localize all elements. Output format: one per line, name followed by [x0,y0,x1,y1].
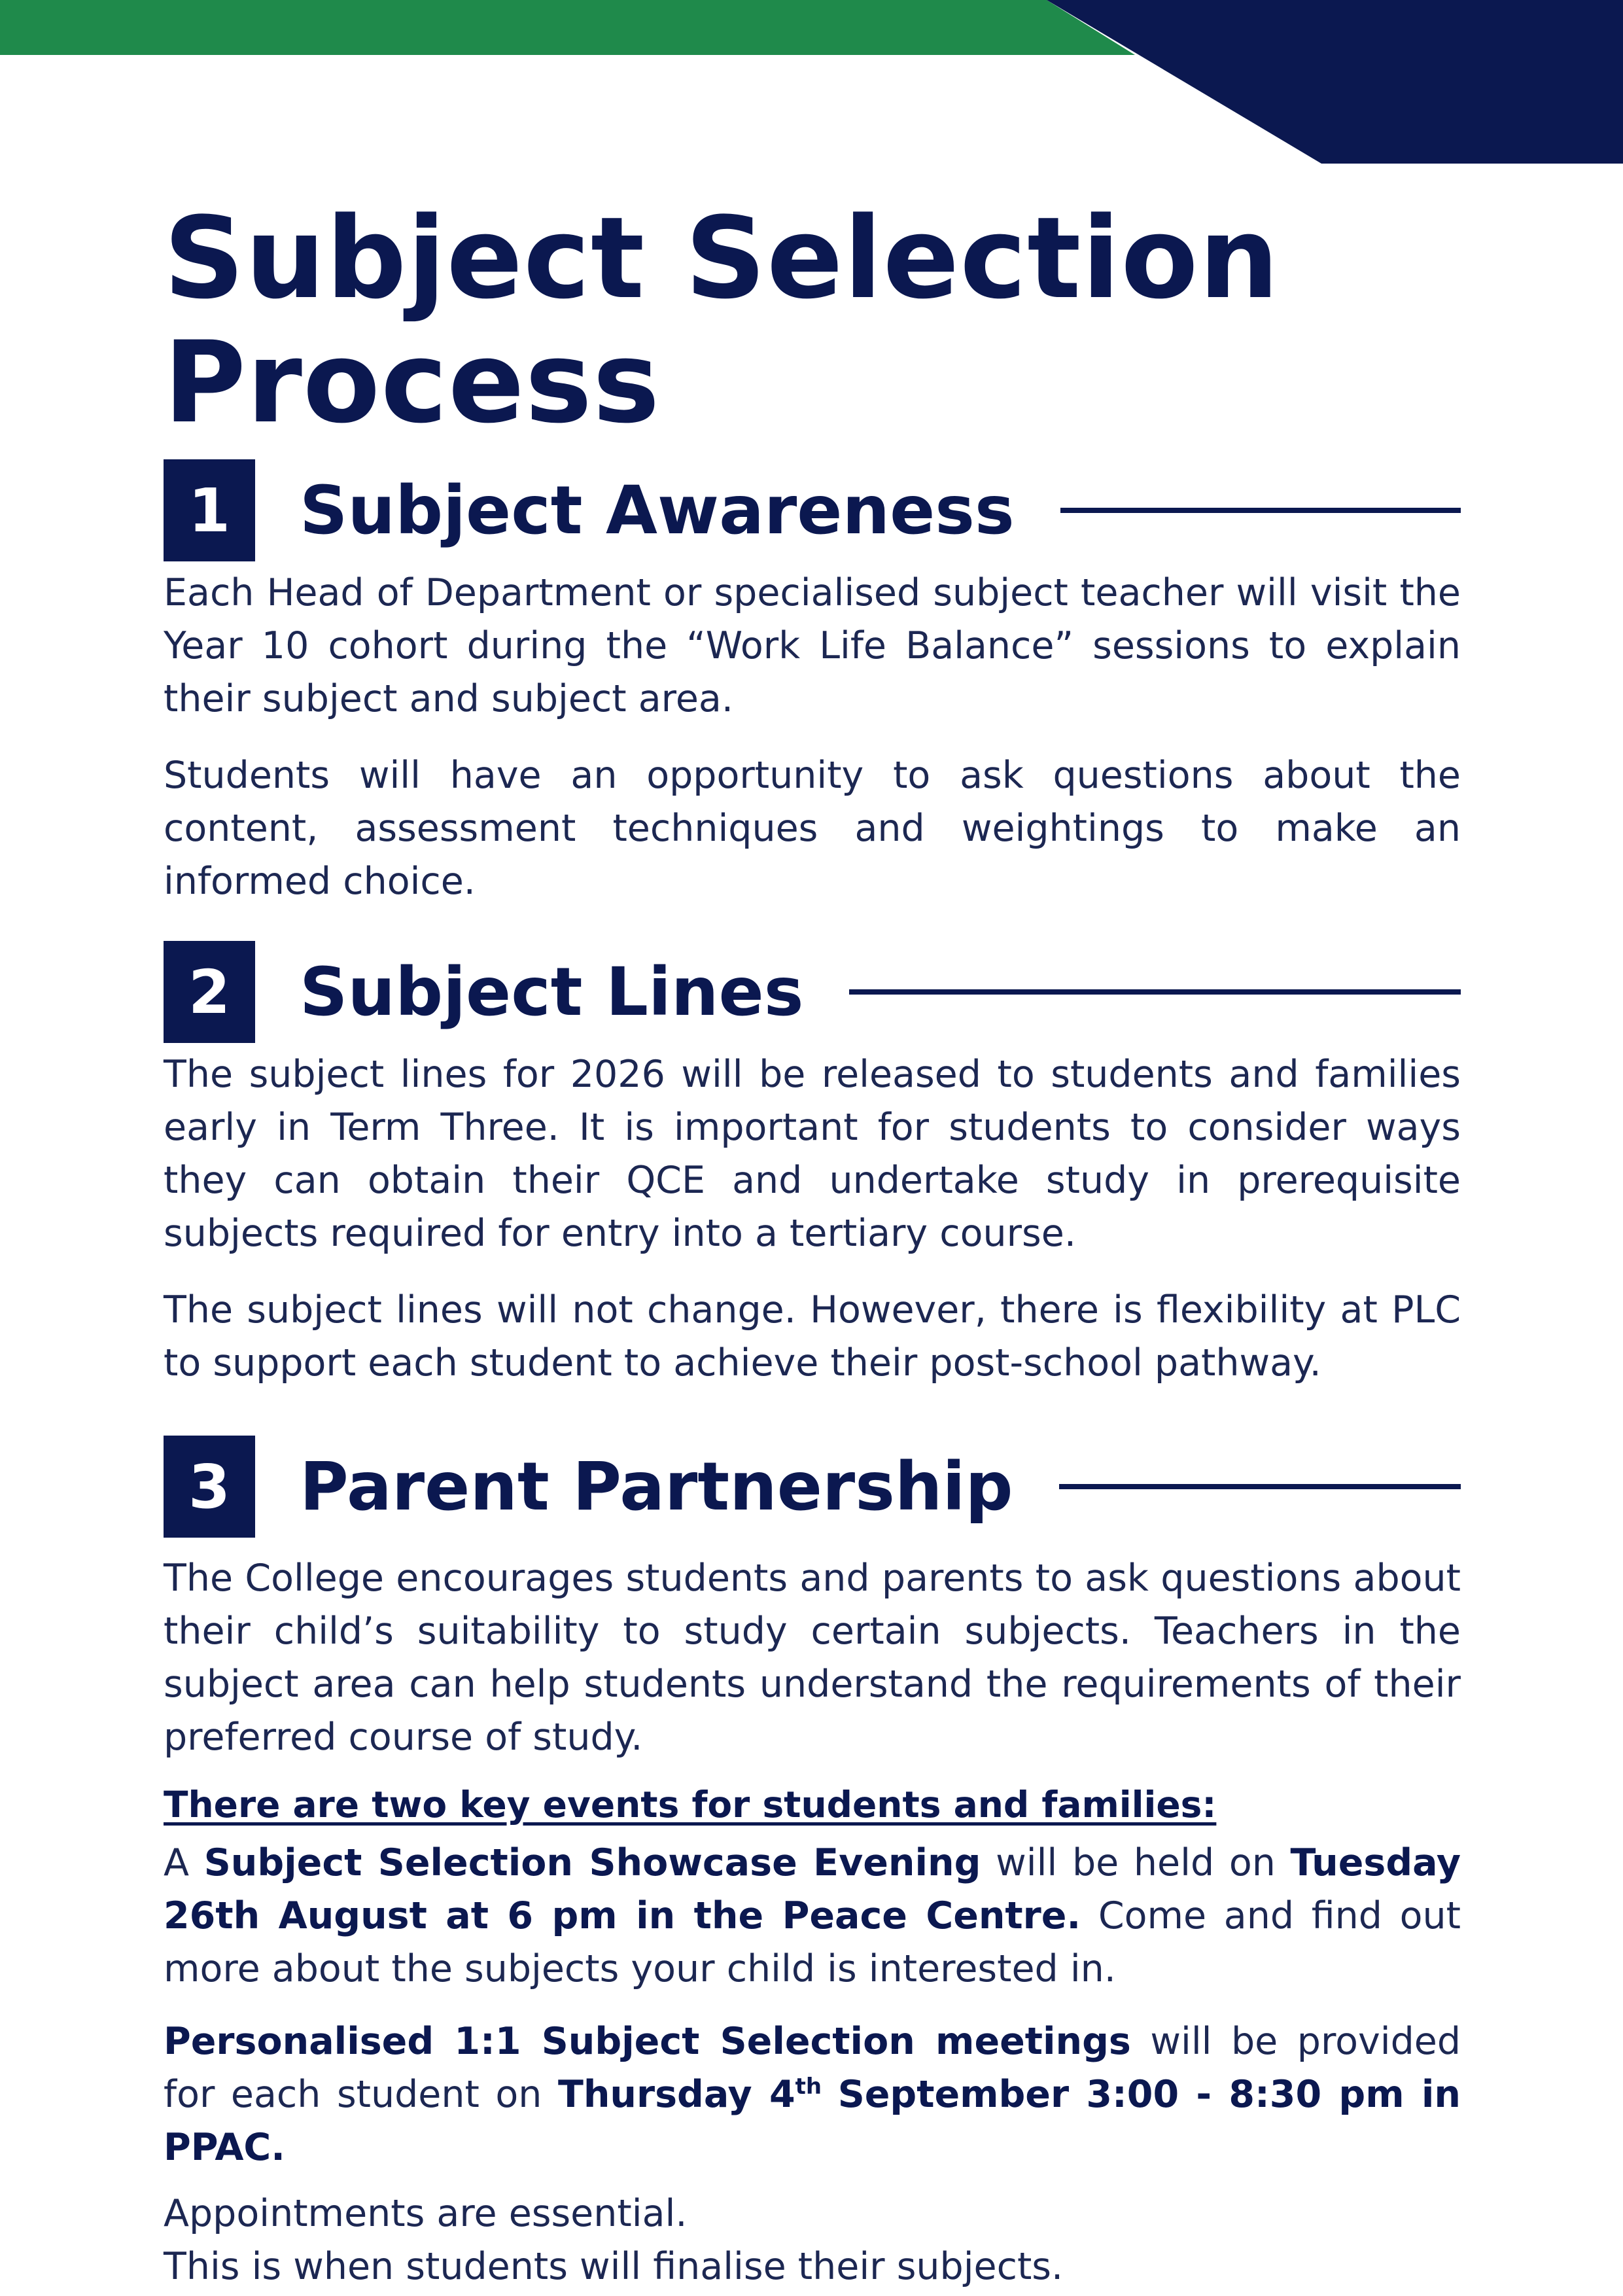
showcase-name: Subject Selection Showcase Evening [203,1841,981,1884]
page-title-line-1: Subject Selection [164,192,1280,324]
section-2-rule [849,989,1461,995]
appointments-note: Appointments are essential. [164,2192,688,2235]
meetings-when: September 3:00 - 8:30 pm in PPAC. [164,2073,1461,2169]
section-3-number: 3 [164,1436,255,1538]
showcase-intro: A [164,1841,189,1884]
section-3-rule [1059,1484,1461,1489]
finalise-note: This is when students will finalise their subjects. [164,2245,1064,2288]
showcase-mid: will be held on [996,1841,1276,1884]
showcase-event [164,1837,1461,1996]
section-1-rule [1060,508,1461,513]
section-2-paragraph-2: The subject lines will not change. However, there is flexibility at PLC to support each student to achieve their post-school pathway. [164,1288,1461,1385]
page-title-line-2: Process [164,317,661,448]
section-1-header [164,459,1461,561]
key-events-heading: There are two key events for students and families: [164,1784,1217,1826]
navy-band-shape [1047,0,1623,164]
page-title [164,192,1461,448]
section-1-title: Subject Awareness [300,471,1015,550]
top-navy-band [0,0,1623,164]
meetings-mid: will be provided for each student on [164,2020,1461,2116]
page-content [164,192,1461,2293]
section-2-number: 2 [164,941,255,1043]
section-2-paragraph-1: The subject lines for 2026 will be released to students and families early in Term Three. It is important for students to consider ways they can obtain their QCE and undertake study in prerequisite subjects required for entry into a tertiary course. [164,1053,1461,1255]
meetings-day-suffix: th [795,2074,822,2100]
showcase-when: Tuesday 26th August at 6 pm in the Peace Centre. [164,1841,1461,1937]
section-1-number: 1 [164,459,255,561]
section-1-paragraph-2: Students will have an opportunity to ask questions about the content, assessment techniques and weightings to make an informed choice. [164,754,1461,903]
section-2-header [164,941,1461,1043]
showcase-rest: Come and find out more about the subjects your child is interested in. [164,1894,1461,1990]
meetings-name: Personalised 1:1 Subject Selection meetings [164,2020,1131,2063]
section-3-header [164,1436,1461,1538]
section-1-paragraph-1: Each Head of Department or specialised subject teacher will visit the Year 10 cohort during the “Work Life Balance” sessions to explain their subject and subject area. [164,571,1461,720]
section-3-paragraph-1: The College encourages students and parents to ask questions about their child’s suitability to study certain subjects. Teachers in the subject area can help students understand the requirements of their preferred course of study. [164,1557,1461,1759]
meetings-day-text: Thursday 4 [557,2073,795,2116]
section-3-title: Parent Partnership [300,1447,1013,1526]
meetings-event [164,2015,1461,2174]
meetings-day [558,2073,822,2116]
section-2-title: Subject Lines [300,953,804,1031]
